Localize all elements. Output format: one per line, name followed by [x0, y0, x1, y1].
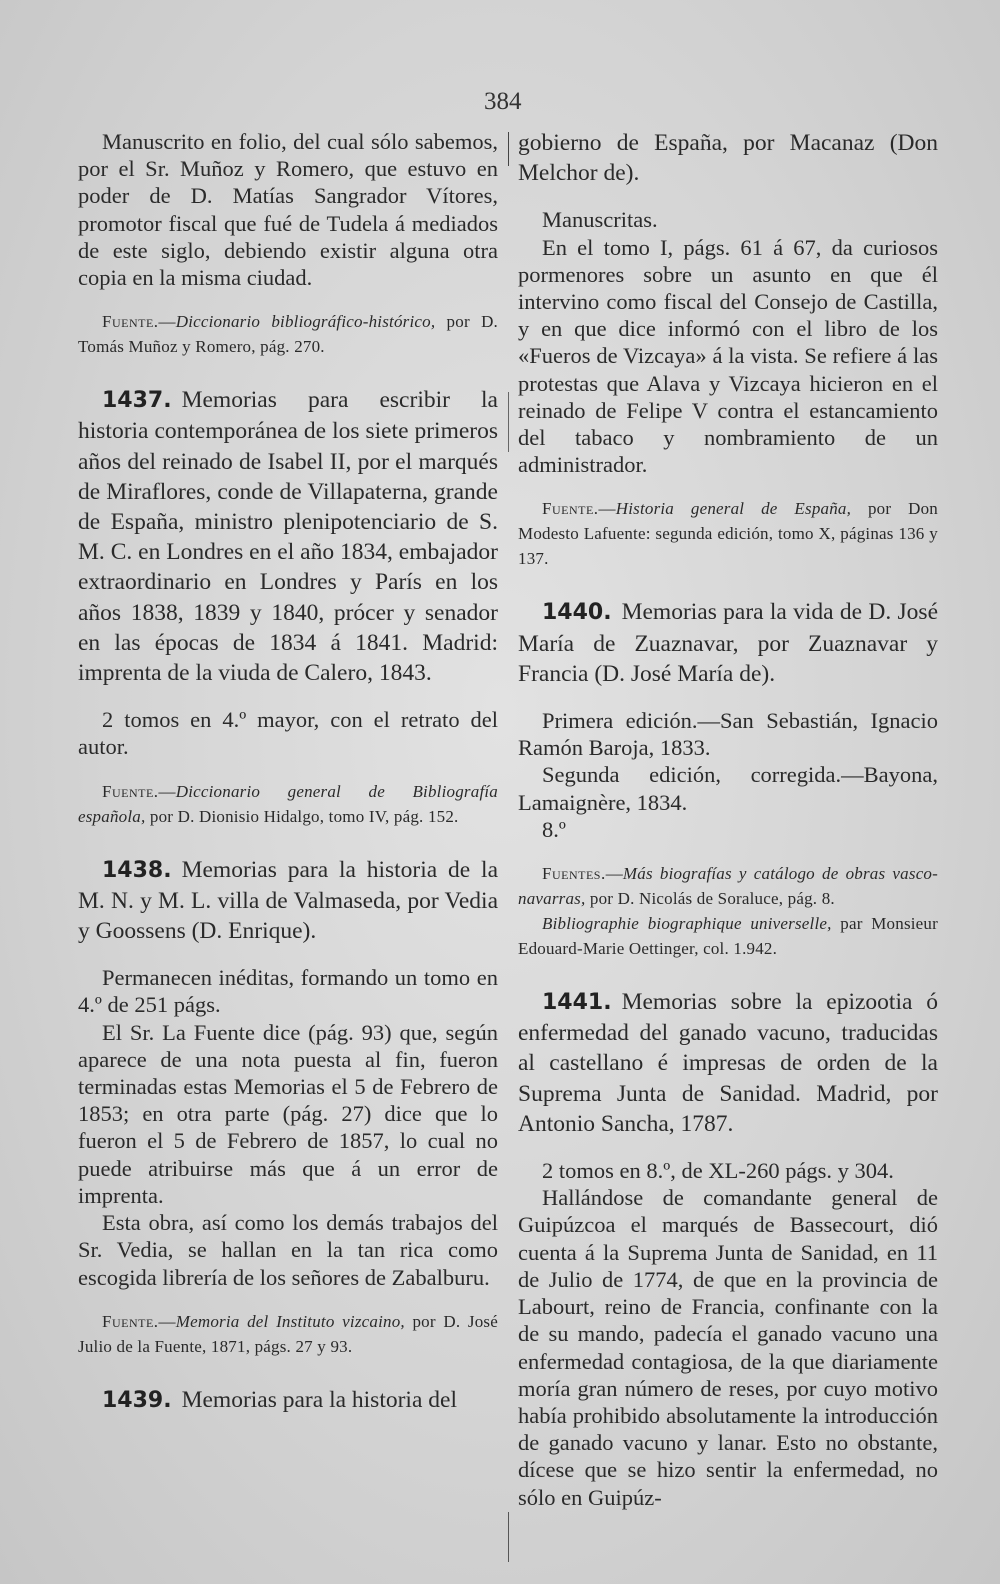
entry-number: 1439. — [102, 1387, 172, 1413]
source-detail: por Don Modesto Lafuente: segunda edición, tomo X, páginas 136 y 137. — [518, 499, 939, 569]
source-label: Fuente. — [102, 1311, 159, 1331]
entry-text: Memorias para escribir la historia contemporánea de los siete primeros años del reinado de Isabel II, por el marqués de Miraflores, conde de Villapaterna, grande de España, ministro plenipotenciario de S. M. C. en Londres en el año 1834, embajador extraordinario en Londres y París en los años 1838, 1839 y 1840, prócer y senador en las épocas de 1834 á 1841. Madrid: imprenta de la viuda de Calero, 1843. — [78, 387, 498, 687]
entry-1441-title — [518, 987, 938, 1139]
entry-1439-paragraph-2: En el tomo I, págs. 61 á 67, da curiosos pormenores sobre un asunto en que él intervino como fiscal del Consejo de Castilla, y en que dice informó con el libro de los «Fueros de Vizcaya» á la vista. Se refiere á las protestas que Alava y Vizcaya hicieron en el reinado de Felipe V contra el estancamiento del tabaco y nombramiento de un administrador. — [518, 234, 938, 478]
entry-1440-title — [518, 597, 938, 689]
source-detail: por D. José Julio de la Fuente, 1871, págs. 27 y 93. — [78, 1311, 498, 1356]
entry-1437-description: 2 tomos en 4.º mayor, con el retrato del autor. — [78, 707, 498, 760]
source-title: Bibliographie biographique universelle, — [542, 914, 832, 934]
entry-text: Memorias sobre la epizootia ó enfermedad del ganado vacuno, traducidas al castellano é impresas de orden de la Suprema Junta de Sanidad. Madrid, por Antonio Sancha, 1787. — [518, 989, 938, 1137]
source-title: Historia general de España, — [615, 499, 852, 519]
entry-1440-paragraph-1: Primera edición.—San Sebastián, Ignacio Ramón Baroja, 1833. — [518, 708, 938, 761]
entry-text: Memorias para la historia de la M. N. y M. L. villa de Valmaseda, por Vedia y Goossens (D. Enrique). — [78, 856, 498, 945]
entry-1441-paragraph-1: 2 tomos en 8.º, de XL-260 págs. y 304. — [542, 1158, 894, 1184]
entry-1438-paragraph-1: Permanecen inéditas, formando un tomo en 4.º de 251 págs. — [78, 965, 498, 1018]
entry-1439-source: Fuente.—Historia general de España, por Don Modesto Lafuente: segunda edición, tomo X, páginas 136 y 137. — [518, 499, 939, 569]
source-detail: por D. Dionisio Hidalgo, tomo IV, pág. 152. — [149, 806, 459, 826]
source-detail: por D. Tomás Muñoz y Romero, pág. 270. — [78, 312, 498, 357]
source-title: Diccionario bibliográfico-histórico, — [175, 312, 436, 332]
entry-1438-title — [78, 855, 498, 947]
entry-1438-source: Fuente.—Memoria del Instituto vizcaino, por D. José Julio de la Fuente, 1871, págs. 27 y 93. — [78, 1311, 498, 1356]
source-detail: por D. Nicolás de Soraluce, pág. 8. — [589, 889, 835, 909]
intro-source: Fuente.—Diccionario bibliográfico-histórico, por D. Tomás Muñoz y Romero, pág. 270. — [78, 312, 498, 357]
source-title: Memoria del Instituto vizcaino, — [175, 1311, 405, 1331]
entry-number: 1437. — [102, 388, 172, 414]
source-label: Fuente. — [102, 312, 159, 332]
entry-1438-paragraph-3: Esta obra, así como los demás trabajos del Sr. Vedia, se hallan en la tan rica como escogida librería de los señores de Zabalburu. — [78, 1210, 498, 1290]
source-title: Diccionario general de Bibliografía española, — [78, 781, 498, 826]
entry-1440-paragraph-3: 8.º — [542, 816, 566, 842]
entry-number: 1441. — [542, 990, 612, 1016]
entry-1439-paragraph-1: Manuscritas. — [542, 207, 658, 233]
entry-1440-paragraph-2: Segunda edición, corregida.—Bayona, Lamaignère, 1834. — [518, 762, 938, 815]
entry-1439-title — [78, 1385, 498, 1416]
entry-number: 1440. — [542, 600, 612, 626]
source-label: Fuente. — [542, 499, 599, 519]
entry-1440-source-2 — [518, 911, 938, 961]
entry-1437-source: Fuente.—Diccionario general de Bibliografía española, por D. Dionisio Hidalgo, tomo IV, pág. 152. — [78, 781, 498, 826]
source-label: Fuente. — [102, 781, 159, 801]
right-column — [518, 128, 938, 1511]
entry-1437-title — [78, 385, 498, 688]
page-number: 384 — [484, 88, 522, 115]
entry-1438-paragraph-2: El Sr. La Fuente dice (pág. 93) que, según aparece de una nota puesta al fin, fueron terminadas estas Memorias el 5 de Febrero de 1853; en otra parte (pág. 27) dice que lo fueron el 5 de Febrero de 1857, lo cual no puede atribuirse más que á un error de imprenta. — [78, 1019, 498, 1208]
column-divider — [508, 132, 509, 1562]
source-label: Fuentes. — [542, 864, 606, 884]
source-title: Más biografías y catálogo de obras vasco-navarras, — [518, 864, 938, 909]
left-column — [78, 128, 498, 1416]
entry-1441-paragraph-2: Hallándose de comandante general de Guipúzcoa el marqués de Bassecourt, dió cuenta á la Suprema Junta de Sanidad, en 11 de Julio de 1774, de que en la provincia de Labourt, reino de Francia, confinante con la de su mando, padecía el ganado vacuno una enfermedad contagiosa, de la que diariamente moría gran número de reses, por cuyo motivo había prohibido absolutamente la introducción de ganado vacuno y lanar. Esto no obstante, dícese que se hizo sentir la enfermedad, no sólo en Guipúz- — [518, 1185, 938, 1510]
entry-number: 1438. — [102, 857, 172, 883]
source-detail: par Monsieur Edouard-Marie Oettinger, col. 1.942. — [518, 914, 938, 959]
intro-paragraph: Manuscrito en folio, del cual sólo sabemos, por el Sr. Muñoz y Romero, que estuvo en poder de D. Matías Sangrador Vítores, promotor fiscal que fué de Tudela á mediados de este siglo, debiendo existir alguna otra copia en la misma ciudad. — [78, 129, 498, 291]
entry-text: Memorias para la historia del — [181, 1386, 457, 1413]
entry-1440-source: Fuentes.—Más biografías y catálogo de obras vasco-navarras, por D. Nicolás de Soraluce, pág. 8. — [518, 864, 938, 909]
entry-text: Memorias para la vida de D. José María de Zuaznavar, por Zuaznavar y Francia (D. José María de). — [518, 599, 938, 687]
entry-1439-continuation: gobierno de España, por Macanaz (Don Melchor de). — [518, 130, 938, 187]
